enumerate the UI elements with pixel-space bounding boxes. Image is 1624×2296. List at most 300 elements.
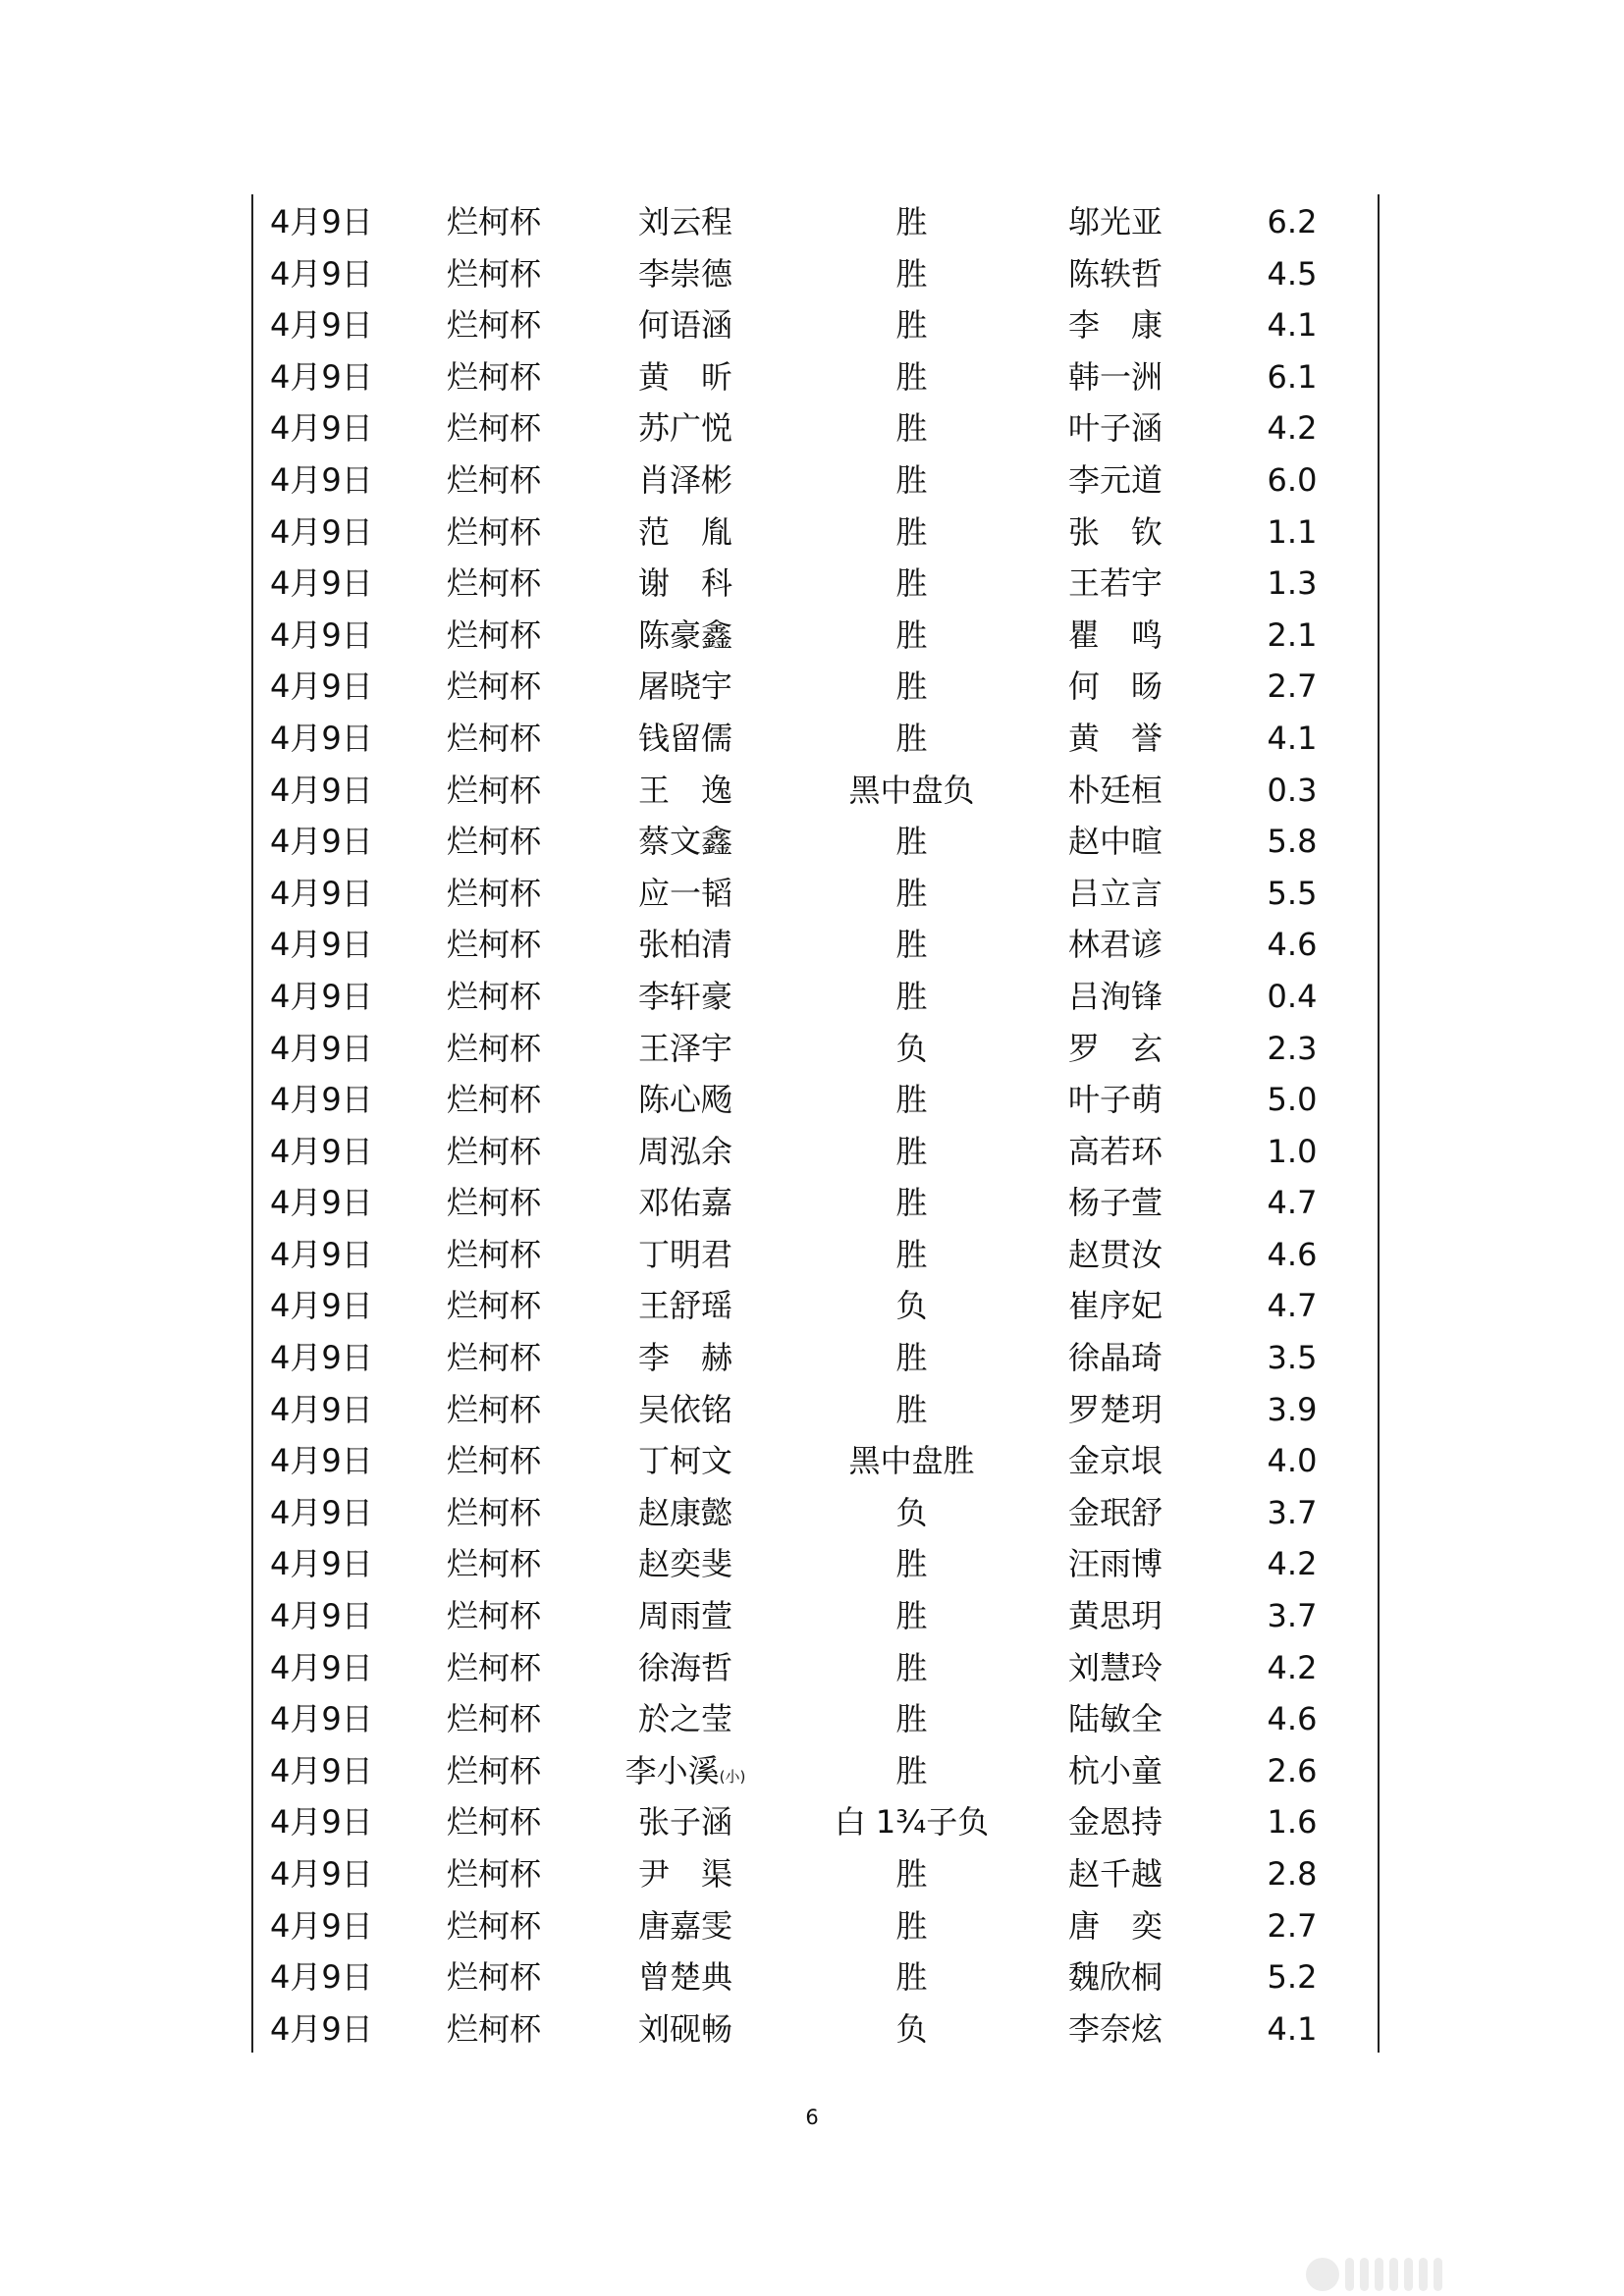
time-cell (1233, 816, 1351, 868)
black-player-cell (602, 507, 769, 559)
table-row (251, 351, 1379, 403)
event-cell-text: 烂柯杯 (447, 667, 542, 706)
black-player-cell (602, 1538, 769, 1590)
result-cell-text: 胜 (895, 926, 928, 964)
time-cell (1233, 1590, 1351, 1642)
date-cell-text: 4月9日 (270, 874, 373, 912)
table-row (251, 196, 1379, 248)
white-player-cell-text: 朴廷桓 (1067, 771, 1163, 809)
black-player-cell-text: 苏广悦 (637, 409, 732, 448)
white-player-cell (1037, 1796, 1194, 1848)
date-cell (270, 196, 407, 248)
date-cell-text: 4月9日 (270, 1597, 373, 1635)
result-cell-text: 胜 (895, 1235, 928, 1273)
result-cell-text: 胜 (895, 460, 928, 499)
white-player-cell (1037, 1590, 1194, 1642)
date-cell (270, 1538, 407, 1590)
date-cell-text: 4月9日 (270, 1184, 373, 1222)
date-cell (270, 1332, 407, 1384)
result-cell-text: 负 (895, 2009, 928, 2048)
black-player-cell-text: 蔡文鑫 (637, 823, 732, 861)
date-cell-text: 4月9日 (270, 667, 373, 706)
white-player-cell (1037, 1229, 1194, 1281)
black-player-cell (602, 1384, 769, 1436)
date-cell (270, 402, 407, 454)
table-row (251, 1177, 1379, 1229)
black-player-cell (602, 610, 769, 662)
black-player-cell (602, 1435, 769, 1487)
date-cell-text: 4月9日 (270, 1906, 373, 1945)
time-cell-text: 5.0 (1267, 1081, 1318, 1119)
event-cell-text: 烂柯杯 (447, 254, 542, 293)
white-player-cell-text: 杨子萱 (1067, 1184, 1163, 1222)
table-row (251, 402, 1379, 454)
table-row (251, 299, 1379, 351)
result-cell (811, 196, 1012, 248)
white-player-cell-text: 赵千越 (1067, 1855, 1163, 1893)
white-player-cell-text: 汪雨博 (1067, 1545, 1163, 1583)
date-cell-text: 4月9日 (270, 615, 373, 654)
event-cell (447, 1590, 565, 1642)
result-cell-text: 胜 (895, 667, 928, 706)
black-player-cell-text: 丁柯文 (637, 1442, 732, 1480)
table-row (251, 558, 1379, 610)
black-player-cell-text: 尹 渠 (637, 1855, 732, 1893)
black-player-cell-text: 李轩豪 (637, 977, 732, 1015)
black-player-cell (602, 919, 769, 971)
event-cell-text: 烂柯杯 (447, 1132, 542, 1170)
time-cell (1233, 919, 1351, 971)
event-cell-text: 烂柯杯 (447, 409, 542, 448)
event-cell (447, 1074, 565, 1126)
result-cell-text: 胜 (895, 823, 928, 861)
date-cell-text: 4月9日 (270, 1700, 373, 1738)
result-cell (811, 558, 1012, 610)
date-cell (270, 1229, 407, 1281)
black-player-cell (602, 713, 769, 765)
time-cell (1233, 1487, 1351, 1539)
white-player-cell-text: 罗楚玥 (1067, 1390, 1163, 1428)
time-cell-text: 1.3 (1267, 564, 1318, 603)
event-cell (447, 1796, 565, 1848)
result-cell (811, 1126, 1012, 1178)
event-cell (447, 454, 565, 507)
black-player-cell (602, 1023, 769, 1075)
event-cell (447, 1332, 565, 1384)
result-cell (811, 765, 1012, 817)
white-player-cell (1037, 1126, 1194, 1178)
black-player-cell (602, 1693, 769, 1745)
black-player-cell (602, 1126, 769, 1178)
white-player-cell-text: 罗 玄 (1067, 1029, 1163, 1067)
black-player-cell-text: 丁明君 (637, 1235, 732, 1273)
event-cell (447, 661, 565, 713)
white-player-cell (1037, 558, 1194, 610)
time-cell-text: 4.1 (1267, 306, 1318, 345)
white-player-cell (1037, 1074, 1194, 1126)
white-player-cell (1037, 402, 1194, 454)
event-cell-text: 烂柯杯 (447, 823, 542, 861)
white-player-cell-text: 李元道 (1067, 460, 1163, 499)
date-cell-text: 4月9日 (270, 1751, 373, 1789)
table-row (251, 1126, 1379, 1178)
result-cell (811, 1435, 1012, 1487)
black-player-cell (602, 1745, 769, 1803)
white-player-cell-text: 瞿 鸣 (1067, 615, 1163, 654)
event-cell (447, 1126, 565, 1178)
result-cell (811, 1177, 1012, 1229)
event-cell (447, 299, 565, 351)
white-player-cell-text: 金珉舒 (1067, 1493, 1163, 1531)
black-player-cell (602, 1229, 769, 1281)
date-cell (270, 1745, 407, 1797)
black-player-cell (602, 971, 769, 1023)
white-player-cell-text: 魏欣桐 (1067, 1958, 1163, 1997)
black-player-cell (602, 454, 769, 507)
date-cell (270, 1074, 407, 1126)
event-cell-text: 烂柯杯 (447, 306, 542, 345)
event-cell-text: 烂柯杯 (447, 1597, 542, 1635)
white-player-cell (1037, 1280, 1194, 1332)
black-player-cell (602, 299, 769, 351)
result-cell (811, 351, 1012, 403)
event-cell-text: 烂柯杯 (447, 771, 542, 809)
date-cell (270, 713, 407, 765)
event-cell (447, 1023, 565, 1075)
time-cell (1233, 1745, 1351, 1797)
results-table (251, 196, 1379, 2055)
date-cell (270, 1590, 407, 1642)
white-player-cell-text: 何 旸 (1067, 667, 1163, 706)
time-cell-text: 2.7 (1267, 667, 1318, 706)
result-cell (811, 1642, 1012, 1694)
white-player-cell-text: 吕立言 (1067, 874, 1163, 912)
time-cell (1233, 1848, 1351, 1900)
black-player-cell-text: 屠晓宇 (637, 667, 732, 706)
white-player-cell-text: 叶子涵 (1067, 409, 1163, 448)
table-row (251, 2003, 1379, 2056)
white-player-cell (1037, 1332, 1194, 1384)
black-player-cell (602, 558, 769, 610)
time-cell (1233, 1177, 1351, 1229)
table-row (251, 507, 1379, 559)
event-cell (447, 610, 565, 662)
time-cell (1233, 558, 1351, 610)
date-cell-text: 4月9日 (270, 460, 373, 499)
date-cell-text: 4月9日 (270, 1390, 373, 1428)
event-cell (447, 919, 565, 971)
black-player-cell-text: 周雨萱 (637, 1597, 732, 1635)
result-cell-text: 胜 (895, 977, 928, 1015)
black-player-cell (602, 248, 769, 300)
white-player-cell (1037, 507, 1194, 559)
result-cell (811, 1487, 1012, 1539)
white-player-cell (1037, 971, 1194, 1023)
table-row (251, 1642, 1379, 1694)
date-cell (270, 248, 407, 300)
time-cell-text: 3.9 (1267, 1390, 1318, 1428)
event-cell (447, 765, 565, 817)
time-cell-text: 1.1 (1267, 512, 1318, 551)
black-player-cell (602, 1848, 769, 1900)
time-cell (1233, 610, 1351, 662)
time-cell-text: 3.5 (1267, 1339, 1318, 1377)
date-cell (270, 1384, 407, 1436)
black-player-cell-text: 王泽宇 (637, 1029, 732, 1067)
event-cell-text: 烂柯杯 (447, 1906, 542, 1945)
time-cell (1233, 1023, 1351, 1075)
result-cell (811, 1538, 1012, 1590)
black-player-cell-text: 王 逸 (637, 771, 732, 809)
time-cell-text: 4.2 (1267, 1545, 1318, 1583)
black-player-cell-text: 李崇德 (637, 254, 732, 293)
white-player-cell (1037, 248, 1194, 300)
time-cell-text: 2.1 (1267, 615, 1318, 654)
result-cell-text: 胜 (895, 1855, 928, 1893)
black-player-cell-text: 赵康懿 (637, 1493, 732, 1531)
result-cell (811, 299, 1012, 351)
time-cell (1233, 351, 1351, 403)
time-cell (1233, 1693, 1351, 1745)
black-player-cell (602, 868, 769, 920)
result-cell (811, 610, 1012, 662)
result-cell-text: 胜 (895, 1339, 928, 1377)
event-cell (447, 351, 565, 403)
white-player-cell-text: 高若环 (1067, 1132, 1163, 1170)
event-cell-text: 烂柯杯 (447, 2009, 542, 2048)
table-row (251, 1384, 1379, 1436)
event-cell-text: 烂柯杯 (447, 1390, 542, 1428)
white-player-cell-text: 陈轶哲 (1067, 254, 1163, 293)
result-cell (811, 1745, 1012, 1797)
white-player-cell (1037, 1487, 1194, 1539)
time-cell-text: 4.1 (1267, 719, 1318, 757)
table-row (251, 661, 1379, 713)
white-player-cell-text: 林君谚 (1067, 926, 1163, 964)
time-cell (1233, 713, 1351, 765)
table-row (251, 1332, 1379, 1384)
black-player-cell-text: 曾楚典 (637, 1958, 732, 1997)
date-cell-text: 4月9日 (270, 254, 373, 293)
white-player-cell (1037, 713, 1194, 765)
event-cell (447, 1900, 565, 1952)
name-note: (小) (719, 1767, 746, 1786)
black-player-cell (602, 351, 769, 403)
date-cell (270, 816, 407, 868)
black-player-cell-text: 吴依铭 (637, 1390, 732, 1428)
time-cell (1233, 1951, 1351, 2003)
date-cell-text: 4月9日 (270, 926, 373, 964)
result-cell (811, 2003, 1012, 2056)
date-cell (270, 1796, 407, 1848)
table-row (251, 1900, 1379, 1952)
white-player-cell (1037, 610, 1194, 662)
time-cell (1233, 1796, 1351, 1848)
event-cell-text: 烂柯杯 (447, 1081, 542, 1119)
white-player-cell-text: 杭小童 (1067, 1751, 1163, 1789)
time-cell (1233, 661, 1351, 713)
white-player-cell-text: 崔序妃 (1067, 1287, 1163, 1325)
white-player-cell-text: 王若宇 (1067, 564, 1163, 603)
white-player-cell (1037, 1848, 1194, 1900)
result-cell (811, 713, 1012, 765)
date-cell-text: 4月9日 (270, 1442, 373, 1480)
event-cell (447, 248, 565, 300)
time-cell-text: 5.2 (1267, 1958, 1318, 1997)
table-row (251, 1538, 1379, 1590)
result-cell (811, 816, 1012, 868)
result-cell-text: 胜 (895, 306, 928, 345)
event-cell (447, 971, 565, 1023)
event-cell-text: 烂柯杯 (447, 203, 542, 240)
table-row (251, 1280, 1379, 1332)
event-cell (447, 402, 565, 454)
white-player-cell (1037, 1435, 1194, 1487)
white-player-cell (1037, 1642, 1194, 1694)
black-player-cell-text: 陈心飏 (637, 1081, 732, 1119)
result-cell-text: 胜 (895, 254, 928, 293)
result-cell (811, 868, 1012, 920)
event-cell (447, 1745, 565, 1797)
black-player-cell (602, 1074, 769, 1126)
result-cell-text: 胜 (895, 1545, 928, 1583)
event-cell-text: 烂柯杯 (447, 1184, 542, 1222)
time-cell-text: 2.6 (1267, 1751, 1318, 1789)
white-player-cell-text: 金京垠 (1067, 1442, 1163, 1480)
event-cell (447, 1487, 565, 1539)
black-player-cell-text: 李小溪 (624, 1751, 720, 1789)
result-cell-text: 负 (895, 1029, 928, 1067)
white-player-cell-text: 李 康 (1067, 306, 1163, 345)
time-cell (1233, 868, 1351, 920)
white-player-cell-text: 赵贯汝 (1067, 1235, 1163, 1273)
time-cell (1233, 1384, 1351, 1436)
date-cell-text: 4月9日 (270, 977, 373, 1015)
white-player-cell-text: 李奈炫 (1067, 2009, 1163, 2048)
time-cell (1233, 1538, 1351, 1590)
date-cell-text: 4月9日 (270, 1855, 373, 1893)
date-cell (270, 1642, 407, 1694)
result-cell-text: 胜 (895, 1390, 928, 1428)
event-cell-text: 烂柯杯 (447, 1751, 542, 1789)
time-cell-text: 5.5 (1267, 874, 1318, 912)
black-player-cell (602, 1951, 769, 2003)
result-cell-text: 胜 (895, 1906, 928, 1945)
event-cell-text: 烂柯杯 (447, 1958, 542, 1997)
white-player-cell-text: 吕洵锋 (1067, 977, 1163, 1015)
result-cell-text: 胜 (895, 1700, 928, 1738)
result-cell (811, 1900, 1012, 1952)
date-cell (270, 1177, 407, 1229)
event-cell (447, 1693, 565, 1745)
result-cell (811, 1023, 1012, 1075)
white-player-cell-text: 金恩持 (1067, 1803, 1163, 1842)
table-row (251, 1693, 1379, 1745)
date-cell-text: 4月9日 (270, 1132, 373, 1170)
page-number: 6 (805, 2106, 819, 2129)
white-player-cell-text: 唐 奕 (1067, 1906, 1163, 1945)
white-player-cell (1037, 299, 1194, 351)
time-cell (1233, 1642, 1351, 1694)
table-row (251, 1487, 1379, 1539)
time-cell-text: 0.4 (1267, 977, 1318, 1015)
time-cell-text: 4.2 (1267, 1648, 1318, 1686)
time-cell-text: 4.6 (1267, 1235, 1318, 1273)
table-row (251, 765, 1379, 817)
time-cell-text: 4.6 (1267, 926, 1318, 964)
white-player-cell-text: 韩一洲 (1067, 357, 1163, 396)
table-row (251, 610, 1379, 662)
result-cell (811, 454, 1012, 507)
black-player-cell-text: 张子涵 (637, 1803, 732, 1842)
date-cell (270, 661, 407, 713)
white-player-cell-text: 陆敏全 (1067, 1700, 1163, 1738)
black-player-cell (602, 2003, 769, 2056)
event-cell-text: 烂柯杯 (447, 977, 542, 1015)
black-player-cell (602, 765, 769, 817)
result-cell (811, 507, 1012, 559)
table-row (251, 868, 1379, 920)
event-cell (447, 1951, 565, 2003)
watermark (1306, 2258, 1442, 2291)
date-cell-text: 4月9日 (270, 1287, 373, 1325)
event-cell (447, 713, 565, 765)
result-cell-text: 胜 (895, 1597, 928, 1635)
time-cell-text: 4.7 (1267, 1287, 1318, 1325)
date-cell-text: 4月9日 (270, 1958, 373, 1997)
white-player-cell-text: 徐晶琦 (1067, 1339, 1163, 1377)
white-player-cell-text: 刘慧玲 (1067, 1648, 1163, 1686)
date-cell (270, 299, 407, 351)
black-player-cell-text: 唐嘉雯 (637, 1906, 732, 1945)
time-cell (1233, 1126, 1351, 1178)
black-player-cell-text: 陈豪鑫 (637, 615, 732, 654)
result-cell (811, 1796, 1012, 1848)
table-row (251, 1229, 1379, 1281)
date-cell-text: 4月9日 (270, 357, 373, 396)
event-cell-text: 烂柯杯 (447, 874, 542, 912)
event-cell-text: 烂柯杯 (447, 1235, 542, 1273)
result-cell-text: 胜 (895, 512, 928, 551)
white-player-cell (1037, 454, 1194, 507)
white-player-cell-text: 黄 誉 (1067, 719, 1163, 757)
black-player-cell (602, 816, 769, 868)
white-player-cell-text: 邬光亚 (1067, 203, 1163, 240)
table-row (251, 713, 1379, 765)
white-player-cell (1037, 1384, 1194, 1436)
time-cell-text: 0.3 (1267, 771, 1318, 809)
black-player-cell (602, 402, 769, 454)
event-cell-text: 烂柯杯 (447, 615, 542, 654)
event-cell-text: 烂柯杯 (447, 1545, 542, 1583)
white-player-cell (1037, 1538, 1194, 1590)
result-cell-text: 胜 (895, 203, 928, 240)
result-cell (811, 1280, 1012, 1332)
event-cell (447, 868, 565, 920)
table-row (251, 816, 1379, 868)
white-player-cell-text: 张 钦 (1067, 512, 1163, 551)
time-cell-text: 3.7 (1267, 1493, 1318, 1531)
event-cell-text: 烂柯杯 (447, 1855, 542, 1893)
date-cell (270, 351, 407, 403)
date-cell (270, 558, 407, 610)
white-player-cell (1037, 661, 1194, 713)
event-cell-text: 烂柯杯 (447, 1287, 542, 1325)
time-cell (1233, 1435, 1351, 1487)
event-cell-text: 烂柯杯 (447, 1648, 542, 1686)
event-cell (447, 2003, 565, 2056)
event-cell (447, 196, 565, 248)
